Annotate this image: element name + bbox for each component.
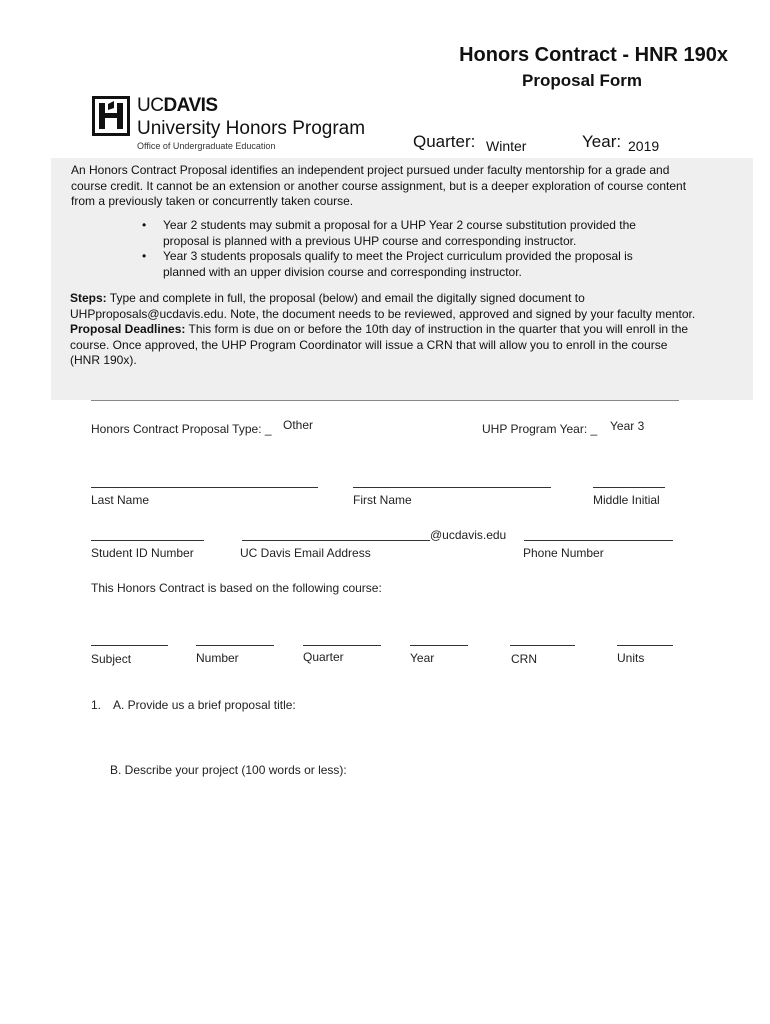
last-name-label: Last Name (91, 493, 150, 507)
student-id-label: Student ID Number (91, 546, 194, 560)
quarter-course-label: Quarter (303, 650, 344, 664)
year-field[interactable] (410, 645, 468, 646)
phone-label: Phone Number (523, 546, 604, 560)
crn-field[interactable] (510, 645, 575, 646)
program-year-value[interactable]: Year 3 (610, 419, 645, 433)
quarter-label: Quarter: (413, 132, 476, 151)
logo-wordmark: UCDAVIS (137, 95, 218, 116)
year-course-label: Year (410, 651, 435, 665)
student-id-field[interactable] (91, 540, 204, 541)
email-label: UC Davis Email Address (240, 546, 371, 560)
year-label: Year: (582, 132, 622, 151)
bullet-item-year3: Year 3 students proposals qualify to meet the Project curriculum provided the proposal is planned with an upper division course and corresponding instructor. (163, 249, 633, 279)
section-divider (91, 400, 679, 401)
intro-paragraph: An Honors Contract Proposal identifies an independent project pursued under faculty mentorship for a grade and course credit. It cannot be an extension or another course assignment, but is a deeper exploration of course content from a previously taken or concurrently taken course. (71, 163, 687, 208)
subject-label: Subject (91, 652, 132, 666)
steps-text: Steps: Type and complete in full, the proposal (below) and email the digitally signed document to UHPproposals@ucdavis.edu. Note, the document needs to be reviewed, approved and signed by your faculty mentor. Proposal Deadlines: This form is due on or before the 10th day of instruction in the quarter that you will enroll in the course. Once approved, the UHP Program Coordinator will issue a CRN that will allow you to enroll in the course (HNR 190x). (70, 291, 696, 367)
last-name-field[interactable] (91, 487, 318, 488)
units-label: Units (617, 651, 645, 665)
instructions-panel (51, 158, 753, 400)
logo-program-name: University Honors Program (137, 118, 366, 139)
question-1-number: 1. (91, 698, 102, 712)
logo-office-name: Office of Undergraduate Education (137, 141, 276, 151)
email-domain-suffix: @ucdavis.edu (430, 528, 507, 542)
form-subtitle: Proposal Form (522, 71, 642, 90)
quarter-field[interactable] (303, 645, 381, 646)
number-label: Number (196, 651, 239, 665)
bullet-item-year2: Year 2 students may submit a proposal for a UHP Year 2 course substitution provided the proposal is planned with a previous UHP course and corresponding instructor. (163, 218, 636, 248)
crn-label: CRN (511, 652, 537, 666)
quarter-value[interactable]: Winter (486, 138, 527, 154)
ucdavis-logo-icon (92, 96, 130, 136)
proposal-type-label: Honors Contract Proposal Type: _ (91, 422, 272, 436)
first-name-label: First Name (353, 493, 412, 507)
course-intro: This Honors Contract is based on the following course: (91, 581, 382, 595)
first-name-field[interactable] (353, 487, 551, 488)
middle-initial-label: Middle Initial (593, 493, 660, 507)
middle-initial-field[interactable] (593, 487, 665, 488)
bullet-icon: • (142, 249, 147, 263)
email-field[interactable] (242, 540, 430, 541)
bullet-icon: • (142, 218, 147, 232)
subject-field[interactable] (91, 645, 168, 646)
proposal-type-value[interactable]: Other (283, 418, 314, 432)
question-1a: A. Provide us a brief proposal title: (113, 698, 296, 712)
question-1b: B. Describe your project (100 words or less): (110, 763, 347, 777)
form-title: Honors Contract - HNR 190x (459, 44, 728, 66)
phone-field[interactable] (524, 540, 673, 541)
year-value[interactable]: 2019 (628, 138, 660, 154)
number-field[interactable] (196, 645, 274, 646)
units-field[interactable] (617, 645, 673, 646)
program-year-label: UHP Program Year: _ (482, 422, 598, 436)
